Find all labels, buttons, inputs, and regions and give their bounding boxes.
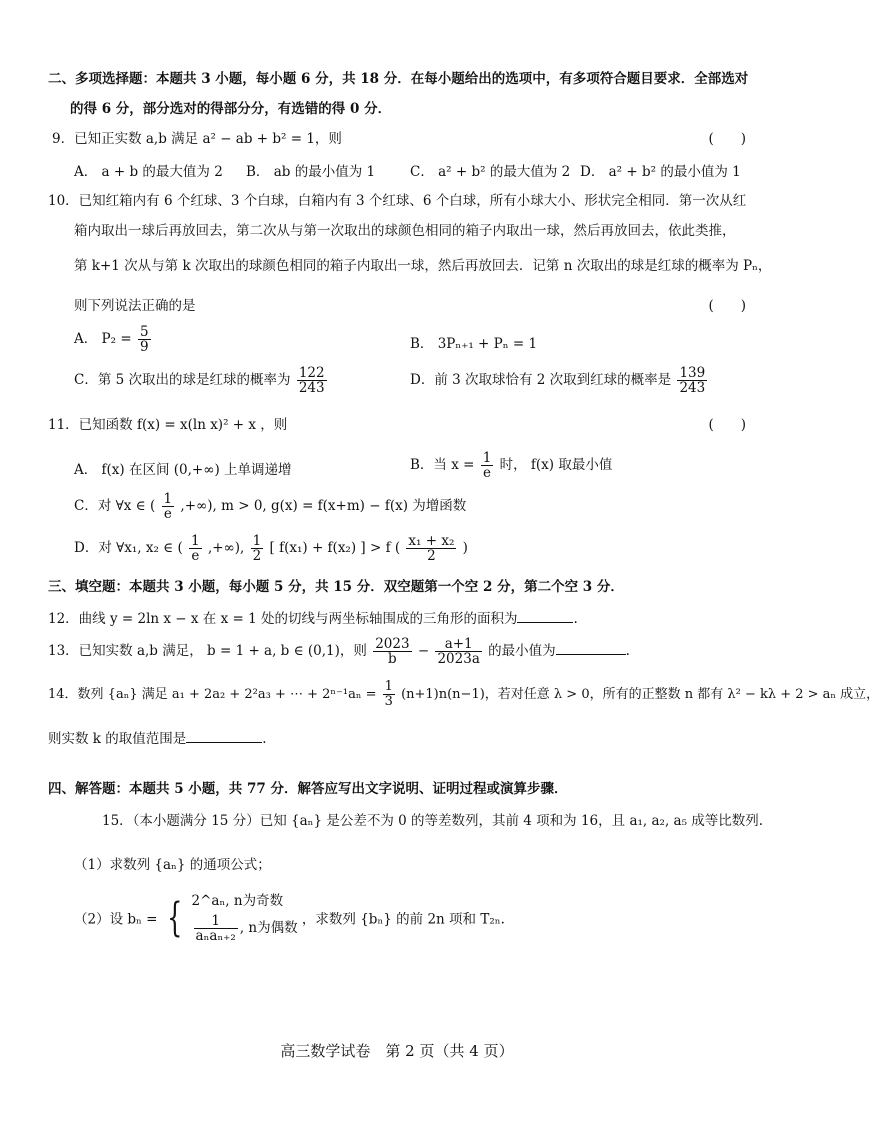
q10-option-d: D．前 3 次取球恰有 2 次取到红球的概率是 $\frac{139}{243}$: [410, 365, 706, 396]
q10-line3: 第 k+1 次从与第 k 次取出的球颜色相同的箱子内取出一球，然后再放回去．记第 n 次取出的球是红球的概率为 Pₙ，: [74, 258, 772, 274]
q12-text: 12．曲线 y = 2ln x − x 在 x = 1 处的切线与两坐标轴围成的三角形的面积为 .: [48, 608, 578, 628]
q11-answer-paren: ( ): [708, 417, 746, 433]
q15-part2: （2）设 bₙ = { 2^aₙ, n为奇数 $\frac{1}{\text{aₙaₙ₊₂}}$ , n为偶数 ，求数列 {bₙ} 的前 2n 项和 T₂ₙ.: [74, 893, 505, 944]
q11-d-fraction-half: $\frac{1}{2}$: [252, 533, 262, 564]
q13-text: 13．已知实数 a,b 满足， b = 1 + a, b ∈ (0,1)，则 $\frac{2023}{b}$ − $\frac{a+1}{2023a}$ 的最小值为 .: [48, 636, 630, 667]
q13-answer-blank[interactable]: [556, 640, 626, 655]
q10-option-c: C．第 5 次取出的球是红球的概率为 $\frac{122}{243}$: [74, 365, 325, 396]
piecewise-cases: 2^aₙ, n为奇数 $\frac{1}{\text{aₙaₙ₊₂}}$ , n为偶数: [191, 893, 298, 944]
q10-d-fraction: $\frac{139}{243}$: [679, 365, 706, 396]
section-4-heading: 四、解答题：本题共 5 小题，共 77 分．解答应写出文字说明、证明过程或演算步骤．: [48, 781, 568, 797]
q9-option-d: D． a² + b² 的最小值为 1: [580, 164, 741, 180]
q12-answer-blank[interactable]: [517, 608, 573, 623]
q11-option-a: A． f(x) 在区间 (0,+∞) 上单调递增: [74, 462, 292, 478]
q10-line2: 箱内取出一球后再放回去，第二次从与第一次取出的球颜色相同的箱子内取出一球，然后再放回去，依此类推，: [74, 223, 736, 239]
q15-case2-fraction: $\frac{1}{\text{aₙaₙ₊₂}}$: [195, 913, 236, 944]
q10-line4: 则下列说法正确的是: [74, 298, 196, 314]
q9-answer-paren: ( ): [708, 131, 746, 147]
q9-stem: 9．已知正实数 a,b 满足 a² − ab + b² = 1，则: [52, 131, 342, 147]
q10-c-fraction: $\frac{122}{243}$: [298, 365, 325, 396]
q11-d-fraction-1: $\frac{1}{e}$: [191, 533, 200, 564]
q9-option-a: A． a + b 的最大值为 2: [74, 164, 223, 180]
q14-fraction: $\frac{1}{3}$: [384, 679, 393, 709]
cases-brace: {: [166, 894, 183, 941]
q15-stem: 15．（本小题满分 15 分）已知 {aₙ} 是公差不为 0 的等差数列，其前 4 项和为 16，且 a₁, a₂, a₅ 成等比数列.: [102, 813, 764, 829]
page-footer: 高三数学试卷 第 2 页（共 4 页）: [280, 1042, 514, 1060]
q14-line2: 则实数 k 的取值范围是 .: [48, 728, 267, 748]
q13-fraction-2: $\frac{a+1}{2023a}$: [437, 636, 480, 667]
q11-option-d: D．对 ∀x₁, x₂ ∈ ( $\frac{1}{e}$ ,+∞), $\frac{1}{2}$ [ f(x₁) + f(x₂) ] > f ( $\frac{\text{x₁ + x₂}}{2}$ ): [74, 533, 468, 564]
q14-answer-blank[interactable]: [186, 728, 262, 743]
q9-option-c: C． a² + b² 的最大值为 2: [410, 164, 571, 180]
q11-c-fraction: $\frac{1}{e}$: [163, 491, 173, 522]
q10-line1: 10．已知红箱内有 6 个红球、3 个白球，白箱内有 3 个红球、6 个白球，所有小球大小、形状完全相同．第一次从红: [48, 193, 747, 209]
q10-answer-paren: ( ): [708, 298, 746, 314]
q10-option-b: B． 3Pₙ₊₁ + Pₙ = 1: [410, 336, 538, 352]
q11-stem: 11．已知函数 f(x) = x(ln x)² + x ，则: [48, 417, 288, 433]
q11-option-c: C．对 ∀x ∈ ( $\frac{1}{e}$ ,+∞), m > 0, g(x) = f(x+m) − f(x) 为增函数: [74, 491, 467, 522]
q11-b-fraction: $\frac{1}{e}$: [482, 450, 492, 481]
section-2-heading-cont: 的得 6 分，部分选对的得部分分，有选错的得 0 分．: [70, 101, 392, 117]
section-3-heading: 三、填空题：本题共 3 小题，每小题 5 分，共 15 分．双空题第一个空 2 分，第二个空 3 分．: [48, 579, 624, 595]
q11-d-fraction-mean: $\frac{\text{x₁ + x₂}}{2}$: [408, 533, 455, 564]
q15-part1: （1）求数列 {aₙ} 的通项公式；: [74, 857, 271, 873]
section-2-heading: 二、多项选择题：本题共 3 小题，每小题 6 分，共 18 分．在每小题给出的选项中，有多项符合题目要求．全部选对: [48, 71, 749, 87]
q11-option-b: B．当 x = $\frac{1}{e}$ 时， f(x) 取最小值: [410, 450, 613, 481]
q14-text: 14．数列 {aₙ} 满足 a₁ + 2a₂ + 2²a₃ + ⋯ + 2ⁿ⁻¹aₙ = $\frac{1}{3}$ (n+1)n(n−1)，若对任意 λ > 0，所有的正整数 n 都有 λ² − kλ + 2 > aₙ 成立，: [48, 679, 879, 709]
q9-option-b: B． ab 的最小值为 1: [246, 164, 376, 180]
q13-fraction-1: $\frac{2023}{b}$: [375, 636, 410, 667]
q10-a-fraction: $\frac{5}{9}$: [139, 324, 149, 355]
q10-option-a: A． P₂ = $\frac{5}{9}$: [74, 324, 149, 355]
